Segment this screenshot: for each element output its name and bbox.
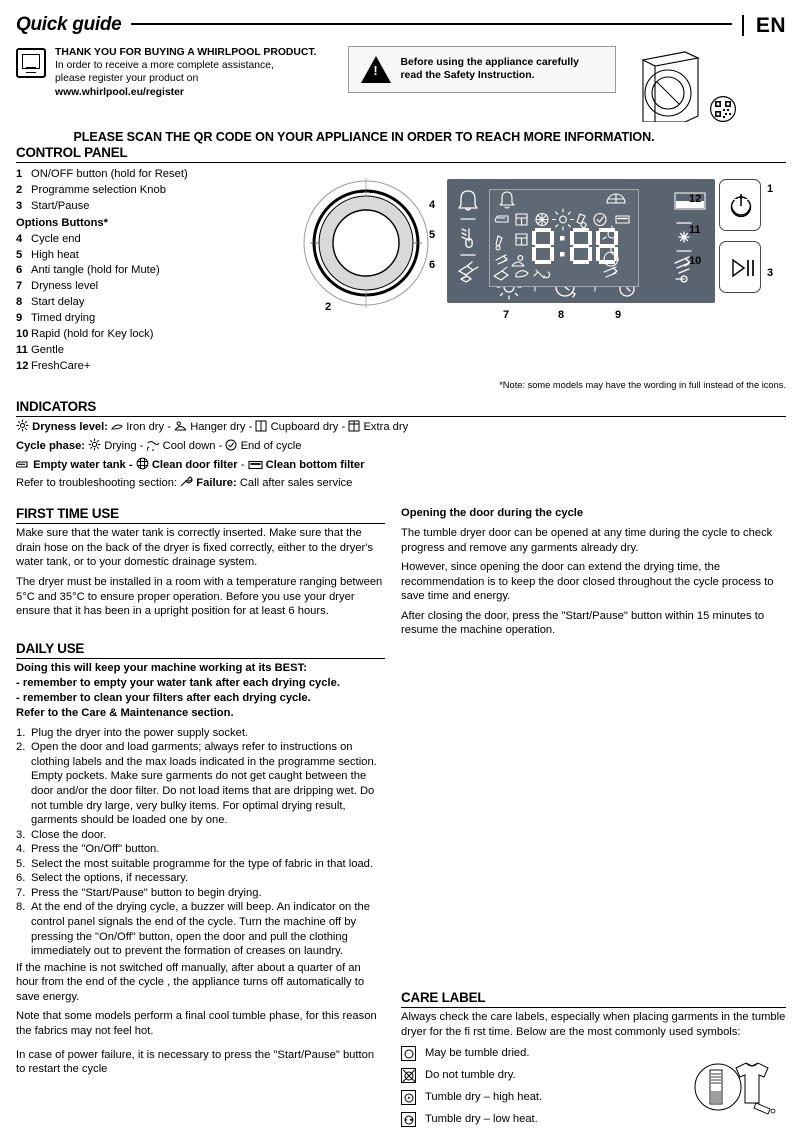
step-number: 1.: [16, 726, 26, 739]
power-button[interactable]: [719, 179, 761, 231]
legend-label: Cycle end: [31, 232, 81, 245]
may-tumble-dry-icon: [401, 1046, 416, 1061]
legend-number: 3: [16, 199, 23, 212]
list-item: [16, 871, 385, 886]
empty-water-tank-label: Empty water tank -: [33, 458, 133, 471]
list-item: [16, 726, 385, 741]
step-text: At the end of the drying cycle, a buzzer will beep. An indicator on the control panel signals the end of the cycle. Turn the machine off by pressing the "On/Off" button, open the door and pull the clothing immediately out to prevent the formation of creases on laundry.: [31, 901, 370, 958]
alerts-row: [16, 457, 786, 476]
wrench-icon: [180, 476, 193, 494]
list-item: [16, 842, 385, 857]
callout-7: 7: [503, 308, 510, 321]
step-text: Press the "On/Off" button.: [31, 843, 160, 856]
legend-label: ON/OFF button (hold for Reset): [31, 167, 188, 180]
step-number: 3.: [16, 828, 26, 841]
safety-warning-box: [348, 46, 616, 93]
step-number: 5.: [16, 857, 26, 870]
legend-label: High heat: [31, 248, 79, 261]
list-item: [16, 740, 385, 827]
dryness-level-row: [16, 419, 786, 438]
extra-dry-icon: [348, 420, 360, 438]
daily-use-closing-3: In case of power failure, it is necessary to press the "Start/Pause" button to restart the cycle: [16, 1048, 375, 1076]
language-code: EN: [742, 15, 786, 36]
first-time-use-heading: FIRST TIME USE: [16, 506, 385, 524]
legend-label: Anti tangle (hold for Mute): [31, 264, 160, 277]
cupboard-dry-icon: [255, 420, 267, 438]
warning-line-2: read the Safety Instruction.: [400, 70, 535, 82]
care-symbol-text: Tumble dry – high heat.: [425, 1090, 543, 1103]
daily-use-intro-line-3: - remember to clean your filters after each drying cycle.: [16, 691, 311, 704]
list-item: [16, 886, 385, 901]
legend-number: 10: [16, 328, 29, 341]
hanger-dry-icon: [174, 420, 187, 438]
left-column: [16, 506, 385, 1127]
step-text: Close the door.: [31, 828, 107, 841]
daily-use-intro-line-4: Refer to the Care & Maintenance section.: [16, 706, 234, 719]
legend-item: [16, 327, 271, 343]
step-text: Select the most suitable programme for the type of fabric in that load.: [31, 857, 374, 870]
care-symbol-text: May be tumble dried.: [425, 1046, 530, 1059]
callout-3: 3: [767, 266, 774, 279]
door-filter-icon: [136, 457, 149, 476]
drying-sun-icon: [88, 438, 101, 457]
intro-block: [16, 46, 786, 122]
clean-door-filter-label: Clean door filter: [151, 458, 238, 471]
control-panel-legend: [16, 167, 271, 375]
legend-number: 7: [16, 280, 23, 293]
legend-label: Timed drying: [31, 312, 96, 325]
list-item: [16, 900, 385, 958]
warning-triangle-icon: [361, 56, 391, 83]
cycle-phase-row: [16, 438, 786, 457]
step-number: 7.: [16, 886, 26, 899]
dryness-sun-icon: [16, 419, 29, 438]
legend-item: [16, 279, 271, 295]
page-header: [16, 14, 786, 37]
step-text: Open the door and load garments; always refer to instructions on clothing labels and the max loads indicated in the programme section. Empty pockets. Make sure garments do not get caught between the door and/or the door filter. Do not load items that are dripping wet. Do not tumble dry large, very bulky items. For optimal drying result, garments should be loaded one by one.: [31, 741, 377, 827]
lcd-display: [489, 189, 639, 287]
legend-item: [16, 199, 271, 215]
dryness-value-iron: Iron dry -: [126, 421, 171, 433]
daily-use-steps: [16, 726, 385, 959]
legend-number: 9: [16, 312, 23, 325]
legend-number: 12: [16, 359, 29, 372]
legend-number: 4: [16, 232, 23, 245]
first-time-use-p2: The dryer must be installed in a room with a temperature ranging between 5°C and 35°C to ensure proper operation. Before you use your dryer ensure that it has been in a upright position for at least 6 hours.: [16, 575, 383, 618]
legend-item: [16, 295, 271, 311]
callout-knob: 2: [325, 300, 332, 313]
care-label-section: [401, 990, 786, 1127]
legend-number: 2: [16, 183, 23, 196]
dryness-value-cupboard: Cupboard dry -: [270, 421, 346, 433]
cycle-value-cooldown: Cool down -: [162, 439, 223, 452]
header-rule: [131, 23, 731, 25]
dryness-value-extra: Extra dry: [363, 421, 409, 433]
iron-dry-icon: [111, 420, 123, 438]
dryer-illustration: [635, 46, 701, 122]
legend-number: 5: [16, 248, 23, 261]
thanks-bold-line: THANK YOU FOR BUYING A WHIRLPOOL PRODUCT.: [55, 46, 317, 58]
cycle-value-drying: Drying -: [104, 439, 144, 452]
options-buttons-heading: Options Buttons*: [16, 216, 108, 229]
opening-door-p3: After closing the door, press the "Start/Pause" button within 15 minutes to resume the machine operation.: [401, 609, 765, 637]
opening-door-p1: The tumble dryer door can be opened at any time during the cycle to check progress and remove any garments already dry.: [401, 526, 773, 554]
callout-8: 8: [558, 308, 565, 321]
thanks-text: [55, 46, 317, 99]
water-tank-icon: [16, 458, 30, 476]
legend-label: FreshCare+: [31, 359, 91, 372]
step-text: Plug the dryer into the power supply socket.: [31, 726, 249, 739]
callout-5: 5: [429, 228, 436, 241]
control-panel-heading: CONTROL PANEL: [16, 145, 786, 163]
legend-label: Gentle: [31, 343, 64, 356]
legend-number: 1: [16, 167, 23, 180]
qr-code-icon: [710, 96, 736, 122]
control-panel-diagram: [271, 167, 786, 327]
daily-use-heading: DAILY USE: [16, 641, 385, 659]
programme-selection-knob[interactable]: [295, 175, 437, 317]
clean-bottom-filter-label: Clean bottom filter: [265, 458, 365, 471]
troubleshooting-text: Refer to troubleshooting section:: [16, 477, 178, 490]
legend-item: [16, 359, 271, 375]
callout-12: 12: [689, 192, 702, 205]
failure-label: Failure:: [196, 477, 237, 490]
legend-item: [16, 311, 271, 327]
start-pause-button[interactable]: [719, 241, 761, 293]
control-panel-section: [16, 167, 786, 375]
thanks-line-1: In order to receive a more complete assistance,: [55, 60, 274, 72]
legend-label: Start delay: [31, 296, 85, 309]
legend-item: [16, 232, 271, 248]
indicators-heading: INDICATORS: [16, 399, 786, 417]
legend-label: Dryness level: [31, 280, 99, 293]
dryness-value-hanger: Hanger dry -: [190, 421, 253, 433]
scan-qr-instruction: PLEASE SCAN THE QR CODE ON YOUR APPLIANCE IN ORDER TO REACH MORE INFORMATION.: [73, 129, 655, 144]
indicators-section: [16, 399, 786, 494]
legend-item: [16, 248, 271, 264]
daily-use-closing-1: If the machine is not switched off manually, after about a quarter of an hour from the end of the cycle , the appliance turns off automatically to save energy.: [16, 961, 365, 1003]
legend-label: Rapid (hold for Key lock): [31, 328, 154, 341]
body-columns: [16, 506, 786, 1127]
legend-number: 11: [16, 343, 28, 356]
callout-1: 1: [767, 182, 774, 195]
computer-icon: [16, 48, 46, 78]
daily-use-intro-line-2: - remember to empty your water tank after each drying cycle.: [16, 676, 340, 689]
legend-label: Start/Pause: [31, 199, 90, 212]
care-label-illustration: [688, 1054, 784, 1116]
callout-4: 4: [429, 198, 436, 211]
legend-label: Programme selection Knob: [31, 183, 166, 196]
bottom-filter-icon: [248, 459, 263, 476]
legend-item: [16, 183, 271, 199]
register-url: www.whirlpool.eu/register: [55, 86, 184, 98]
callout-9: 9: [615, 308, 622, 321]
callout-11: 11: [689, 223, 701, 236]
display-panel: [447, 179, 715, 303]
legend-item: [16, 343, 271, 359]
legend-number: 8: [16, 296, 23, 309]
care-label-heading: CARE LABEL: [401, 990, 786, 1008]
warning-line-1: Before using the appliance carefully: [400, 56, 579, 68]
first-time-use-p1: Make sure that the water tank is correctly inserted. Make sure that the drain hose on the back of the dryer is fixed correctly, either to the dryer's water tank, or to your domestic drainage system.: [16, 527, 373, 569]
step-text: Select the options, if necessary.: [31, 872, 189, 885]
daily-use-closing-2: Note that some models perform a final cool tumble phase, for this reason the fabrics may not feel hot.: [16, 1010, 377, 1037]
list-item: [16, 857, 385, 872]
care-symbol-text: Tumble dry – low heat.: [425, 1112, 538, 1125]
cycle-phase-label: Cycle phase:: [16, 439, 86, 452]
step-text: Press the "Start/Pause" button to begin drying.: [31, 886, 262, 899]
step-number: 6.: [16, 872, 26, 885]
care-symbol-text: Do not tumble dry.: [425, 1068, 516, 1081]
control-panel-footnote: *Note: some models may have the wording in full instead of the icons.: [499, 379, 786, 390]
cycle-value-end: End of cycle: [240, 439, 302, 452]
cool-down-icon: [147, 439, 160, 457]
legend-item: [16, 263, 271, 279]
step-number: 4.: [16, 843, 26, 856]
daily-use-intro: [16, 661, 385, 721]
thanks-line-2: please register your product on: [55, 73, 199, 85]
callout-10: 10: [689, 254, 702, 267]
right-column: [401, 506, 786, 1127]
tumble-dry-low-heat-icon: [401, 1112, 416, 1127]
list-item: [16, 828, 385, 843]
tumble-dry-high-heat-icon: [401, 1090, 416, 1105]
daily-use-intro-line-1: Doing this will keep your machine working at its BEST:: [16, 661, 307, 674]
legend-number: 6: [16, 264, 23, 277]
step-number: 2.: [16, 741, 26, 754]
dryness-level-label: Dryness level:: [32, 421, 108, 433]
legend-item: [16, 167, 271, 183]
care-label-intro: Always check the care labels, especially when placing garments in the tumble dryer for the fi rst time. Below are the most commonly used symbols:: [401, 1010, 786, 1038]
page-title: Quick guide: [16, 14, 122, 35]
warning-text: [401, 56, 579, 83]
separator-dash: -: [240, 458, 245, 471]
failure-text: Call after sales service: [239, 477, 353, 490]
opening-door-heading: Opening the door during the cycle: [401, 507, 584, 520]
opening-door-p2: However, since opening the door can extend the drying time, the recommendation is to keep the door closed throughout the cycle process to save time and energy.: [401, 561, 774, 603]
callout-6: 6: [429, 258, 436, 271]
step-number: 8.: [16, 901, 26, 914]
troubleshooting-row: [16, 475, 786, 494]
end-of-cycle-icon: [225, 439, 237, 457]
do-not-tumble-dry-icon: [401, 1068, 416, 1083]
